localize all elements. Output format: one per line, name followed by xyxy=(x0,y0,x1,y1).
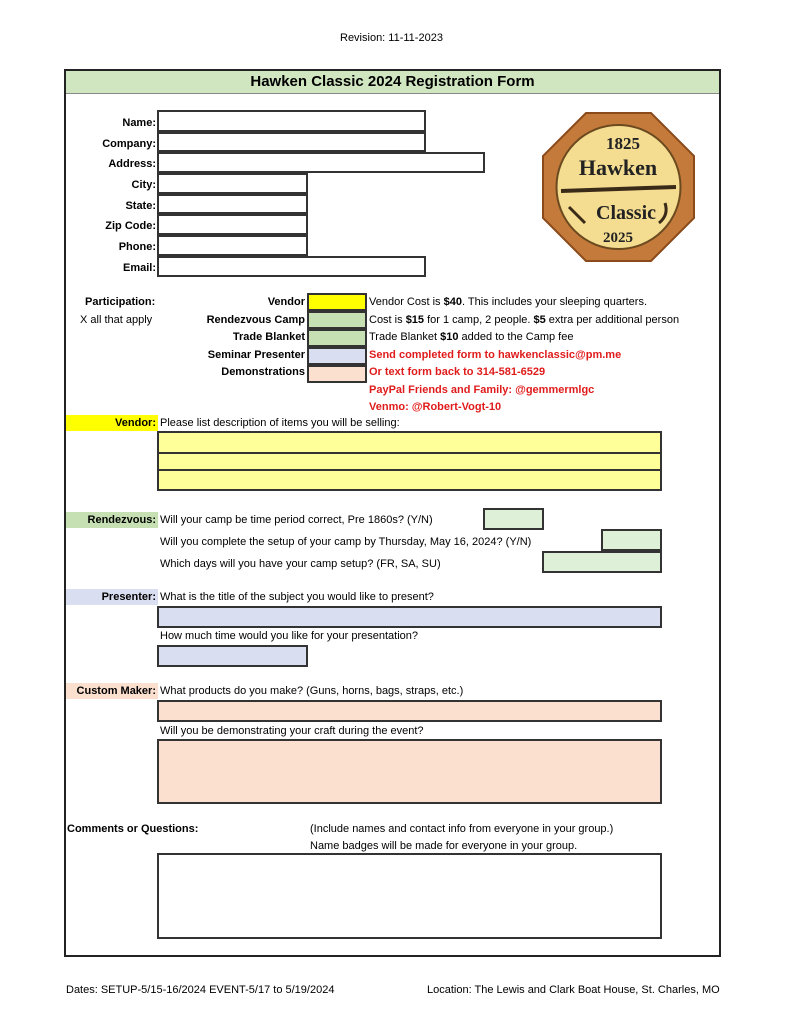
presenter-section-label: Presenter: xyxy=(66,589,158,605)
comments-field[interactable] xyxy=(157,853,662,939)
option-demo-label: Demonstrations xyxy=(221,366,305,378)
email-label: Email: xyxy=(122,262,156,274)
state-label: State: xyxy=(125,200,156,212)
option-blanket-label: Trade Blanket xyxy=(232,331,305,343)
comments-note-1: (Include names and contact info from everyone in your group.) xyxy=(310,823,614,835)
option-vendor-label: Vendor xyxy=(267,296,305,308)
zip-label: Zip Code: xyxy=(105,220,156,232)
vendor-row-divider xyxy=(159,469,660,471)
presentation-time-field[interactable] xyxy=(157,645,308,667)
city-field[interactable] xyxy=(157,173,308,194)
demo-checkbox[interactable] xyxy=(307,365,367,383)
logo-year-top: 1825 xyxy=(606,134,640,153)
rendezvous-question-3: Which days will you have your camp setup? (FR, SA, SU) xyxy=(160,558,441,570)
seminar-checkbox[interactable] xyxy=(307,347,367,365)
blanket-cost-text: Trade Blanket $10 added to the Camp fee xyxy=(369,331,574,343)
custom-maker-question-1: What products do you make? (Guns, horns, bags, straps, etc.) xyxy=(160,685,464,697)
presentation-title-field[interactable] xyxy=(157,606,662,628)
footer-location: Location: The Lewis and Clark Boat House, St. Charles, MO xyxy=(427,984,720,996)
participation-label: Participation: xyxy=(85,296,156,308)
demonstrating-craft-field[interactable] xyxy=(157,739,662,804)
send-form-text: Send completed form to hawkenclassic@pm.me xyxy=(369,349,622,361)
comments-note-2: Name badges will be made for everyone in your group. xyxy=(310,840,578,852)
revision-text: Revision: 11-11-2023 xyxy=(340,32,443,44)
setup-complete-field[interactable] xyxy=(601,529,662,551)
name-label: Name: xyxy=(122,117,156,129)
city-label: City: xyxy=(131,179,156,191)
address-field[interactable] xyxy=(157,152,485,173)
custom-maker-question-2: Will you be demonstrating your craft during the event? xyxy=(160,725,424,737)
state-field[interactable] xyxy=(157,194,308,214)
text-form-text: Or text form back to 314-581-6529 xyxy=(369,366,546,378)
phone-label: Phone: xyxy=(118,241,156,253)
zip-field[interactable] xyxy=(157,214,308,235)
vendor-question: Please list description of items you will be selling: xyxy=(160,417,400,429)
custom-maker-section-label: Custom Maker: xyxy=(66,683,158,699)
blanket-checkbox[interactable] xyxy=(307,329,367,347)
paypal-text: PayPal Friends and Family: @gemmermlgc xyxy=(369,384,595,396)
rendezvous-question-1: Will your camp be time period correct, Pre 1860s? (Y/N) xyxy=(160,514,433,526)
venmo-text: Venmo: @Robert-Vogt-10 xyxy=(369,401,502,413)
vendor-items-field[interactable] xyxy=(157,431,662,491)
email-field[interactable] xyxy=(157,256,426,277)
hawken-logo-icon xyxy=(541,111,696,263)
camp-cost-text: Cost is $15 for 1 camp, 2 people. $5 extra per additional person xyxy=(369,314,680,326)
period-correct-field[interactable] xyxy=(483,508,544,530)
address-label: Address: xyxy=(108,158,156,170)
company-label: Company: xyxy=(102,138,156,150)
products-field[interactable] xyxy=(157,700,662,722)
vendor-row-divider xyxy=(159,452,660,454)
footer-dates: Dates: SETUP-5/15-16/2024 EVENT-5/17 to 5/19/2024 xyxy=(66,984,335,996)
name-field[interactable] xyxy=(157,110,426,132)
logo-year-bottom: 2025 xyxy=(603,230,633,246)
company-field[interactable] xyxy=(157,132,426,152)
logo-name-classic: Classic xyxy=(596,202,656,224)
form-title: Hawken Classic 2024 Registration Form xyxy=(66,71,719,94)
option-camp-label: Rendezvous Camp xyxy=(206,314,305,326)
vendor-checkbox[interactable] xyxy=(307,293,367,311)
vendor-cost-text: Vendor Cost is $40. This includes your sleeping quarters. xyxy=(369,296,648,308)
comments-label: Comments or Questions: xyxy=(67,823,199,835)
rendezvous-question-2: Will you complete the setup of your camp by Thursday, May 16, 2024? (Y/N) xyxy=(160,536,532,548)
participation-hint: X all that apply xyxy=(80,314,153,326)
phone-field[interactable] xyxy=(157,235,308,256)
setup-days-field[interactable] xyxy=(542,551,662,573)
rendezvous-section-label: Rendezvous: xyxy=(66,512,158,528)
camp-checkbox[interactable] xyxy=(307,311,367,329)
presenter-question-2: How much time would you like for your presentation? xyxy=(160,630,419,642)
option-seminar-label: Seminar Presenter xyxy=(207,349,305,361)
presenter-question-1: What is the title of the subject you would like to present? xyxy=(160,591,434,603)
vendor-section-label: Vendor: xyxy=(66,415,158,431)
logo-name-hawken: Hawken xyxy=(578,155,658,180)
